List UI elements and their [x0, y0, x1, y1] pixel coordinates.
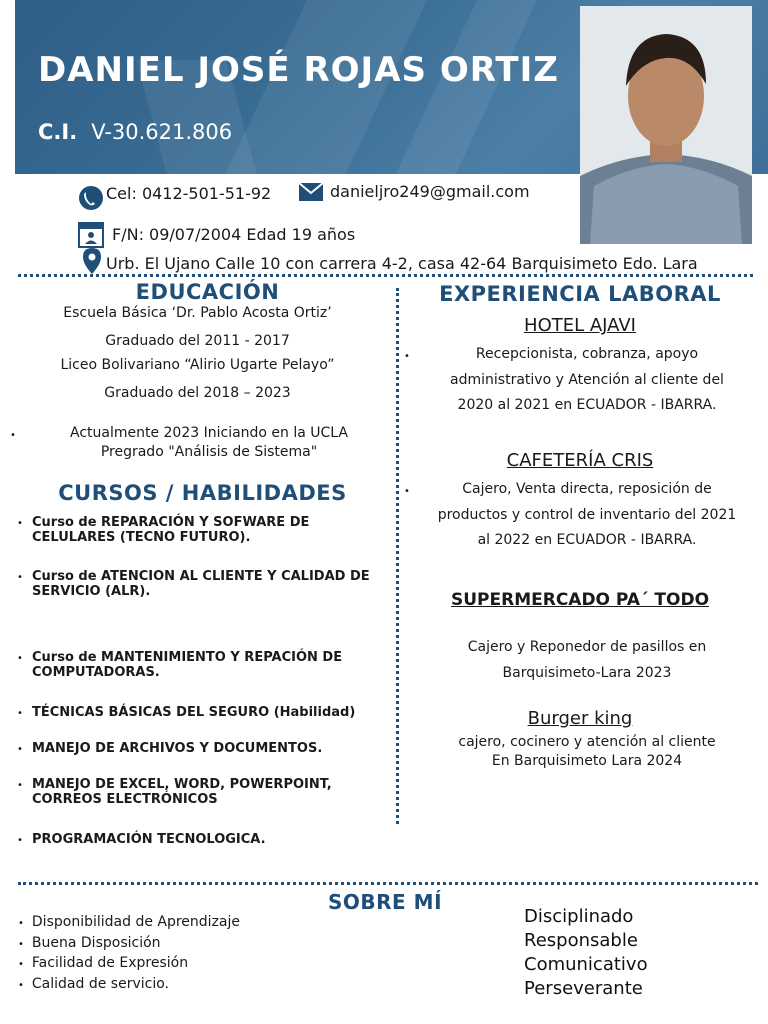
about-item-text: Disponibilidad de Aprendizaje: [31, 914, 240, 930]
course-line: COMPUTADORAS.: [32, 665, 160, 680]
full-name: DANIEL JOSÉ ROJAS ORTIZ: [38, 50, 559, 90]
job-line: 2020 al 2021 en ECUADOR - IBARRA.: [457, 397, 717, 413]
bullet: •: [404, 351, 410, 362]
education-title: EDUCACIÓN: [135, 280, 280, 304]
job-company: CAFETERÍA CRIS: [506, 450, 654, 471]
course-item: TÉCNICAS BÁSICAS DEL SEGURO (Habilidad): [32, 705, 356, 720]
bullet: •: [10, 430, 16, 441]
school2-graduation: Graduado del 2018 – 2023: [104, 385, 291, 401]
birth-date: F/N: 09/07/2004 Edad 19 años: [112, 225, 356, 244]
course-item: PROGRAMACIÓN TECNOLOGICA.: [32, 832, 266, 847]
job-company: SUPERMERCADO PA´ TODO: [450, 590, 710, 610]
job-line: Barquisimeto-Lara 2023: [502, 664, 672, 681]
courses-title: CURSOS / HABILIDADES: [58, 481, 347, 505]
about-item: • Disponibilidad de Aprendizaje: [18, 914, 240, 930]
job-line: al 2022 en ECUADOR - IBARRA.: [477, 532, 697, 548]
id-value: V-30.621.806: [91, 120, 233, 144]
trait: Responsable: [524, 930, 638, 951]
experience-title: EXPERIENCIA LABORAL: [439, 282, 721, 306]
job-description: [412, 477, 762, 554]
bullet: •: [17, 708, 23, 719]
course-line: CELULARES (TECNO FUTURO).: [32, 530, 251, 545]
about-item-text: Calidad de servicio.: [31, 975, 169, 992]
job-line: Cajero y Reponedor de pasillos en: [467, 639, 707, 655]
separator-bottom: [18, 882, 758, 885]
job-company: Burger king: [527, 708, 633, 729]
course-line: Curso de REPARACIÓN Y SOFWARE DE: [32, 515, 310, 530]
course-item: [32, 569, 370, 599]
bullet: •: [17, 572, 23, 583]
job-line: productos y control de inventario del 2021: [437, 506, 737, 523]
school1-name: Escuela Básica ‘Dr. Pablo Acosta Ortiz’: [63, 305, 332, 321]
profile-photo: [580, 6, 752, 244]
bullet: •: [17, 744, 23, 755]
about-item: • Buena Disposición: [18, 934, 161, 951]
id-number: [38, 120, 232, 144]
separator-top: [18, 274, 753, 277]
home-address: Urb. El Ujano Calle 10 con carrera 4-2, casa 42-64 Barquisimeto Edo. Lara: [106, 254, 698, 273]
course-line: MANEJO DE EXCEL, WORD, POWERPOINT,: [32, 777, 332, 792]
school1-graduation: Graduado del 2011 - 2017: [105, 333, 290, 349]
about-item-text: Facilidad de Expresión: [31, 955, 189, 971]
email-address: danieljro249@gmail.com: [330, 182, 530, 201]
bullet: •: [404, 486, 410, 497]
course-item: [32, 515, 309, 545]
traits-list: [524, 905, 648, 1001]
location-pin-icon: [82, 247, 102, 275]
about-title: SOBRE MÍ: [328, 890, 443, 914]
job-line: Cajero, Venta directa, reposición de: [462, 481, 712, 497]
calendar-icon: [78, 220, 104, 248]
job-line: cajero, cocinero y atención al cliente: [458, 734, 716, 750]
job-line: administrativo y Atención al cliente del: [450, 371, 724, 388]
job-description: [412, 342, 762, 419]
course-item: [32, 650, 342, 680]
about-item: • Facilidad de Expresión: [18, 955, 189, 971]
bullet: •: [17, 780, 23, 791]
job-company: HOTEL AJAVI: [524, 315, 636, 336]
about-item-text: Buena Disposición: [31, 934, 161, 951]
course-line: CORREOS ELECTRÓNICOS: [32, 792, 218, 807]
current-study-2: Pregrado "Análisis de Sistema": [100, 444, 318, 460]
column-divider: [396, 288, 399, 824]
course-line: Curso de ATENCION AL CLIENTE Y CALIDAD DE: [32, 569, 370, 584]
job-description: [412, 635, 762, 686]
job-line: En Barquisimeto Lara 2024: [491, 753, 683, 769]
bullet: •: [17, 653, 23, 664]
job-line: Recepcionista, cobranza, apoyo: [475, 346, 699, 362]
course-item: MANEJO DE ARCHIVOS Y DOCUMENTOS.: [32, 741, 323, 756]
trait: Comunicativo: [524, 954, 648, 975]
trait: Perseverante: [524, 978, 643, 999]
course-line: SERVICIO (ALR).: [32, 584, 151, 599]
id-label: C.I.: [38, 120, 78, 144]
about-item: • Calidad de servicio.: [18, 975, 169, 992]
course-line: Curso de MANTENIMIENTO Y REPACIÓN DE: [32, 650, 343, 665]
bullet: •: [17, 835, 23, 846]
about-list: [18, 913, 240, 995]
course-item: [32, 777, 332, 807]
bullet: •: [17, 518, 23, 529]
current-study-1: Actualmente 2023 Iniciando en la UCLA: [69, 425, 349, 441]
job-description: [412, 733, 762, 771]
trait: Disciplinado: [524, 906, 634, 927]
phone-icon: [78, 185, 104, 211]
mail-icon: [298, 182, 324, 202]
school2-name: Liceo Bolivariano “Alirio Ugarte Pelayo”: [60, 357, 335, 373]
phone-number: Cel: 0412-501-51-92: [106, 184, 272, 203]
